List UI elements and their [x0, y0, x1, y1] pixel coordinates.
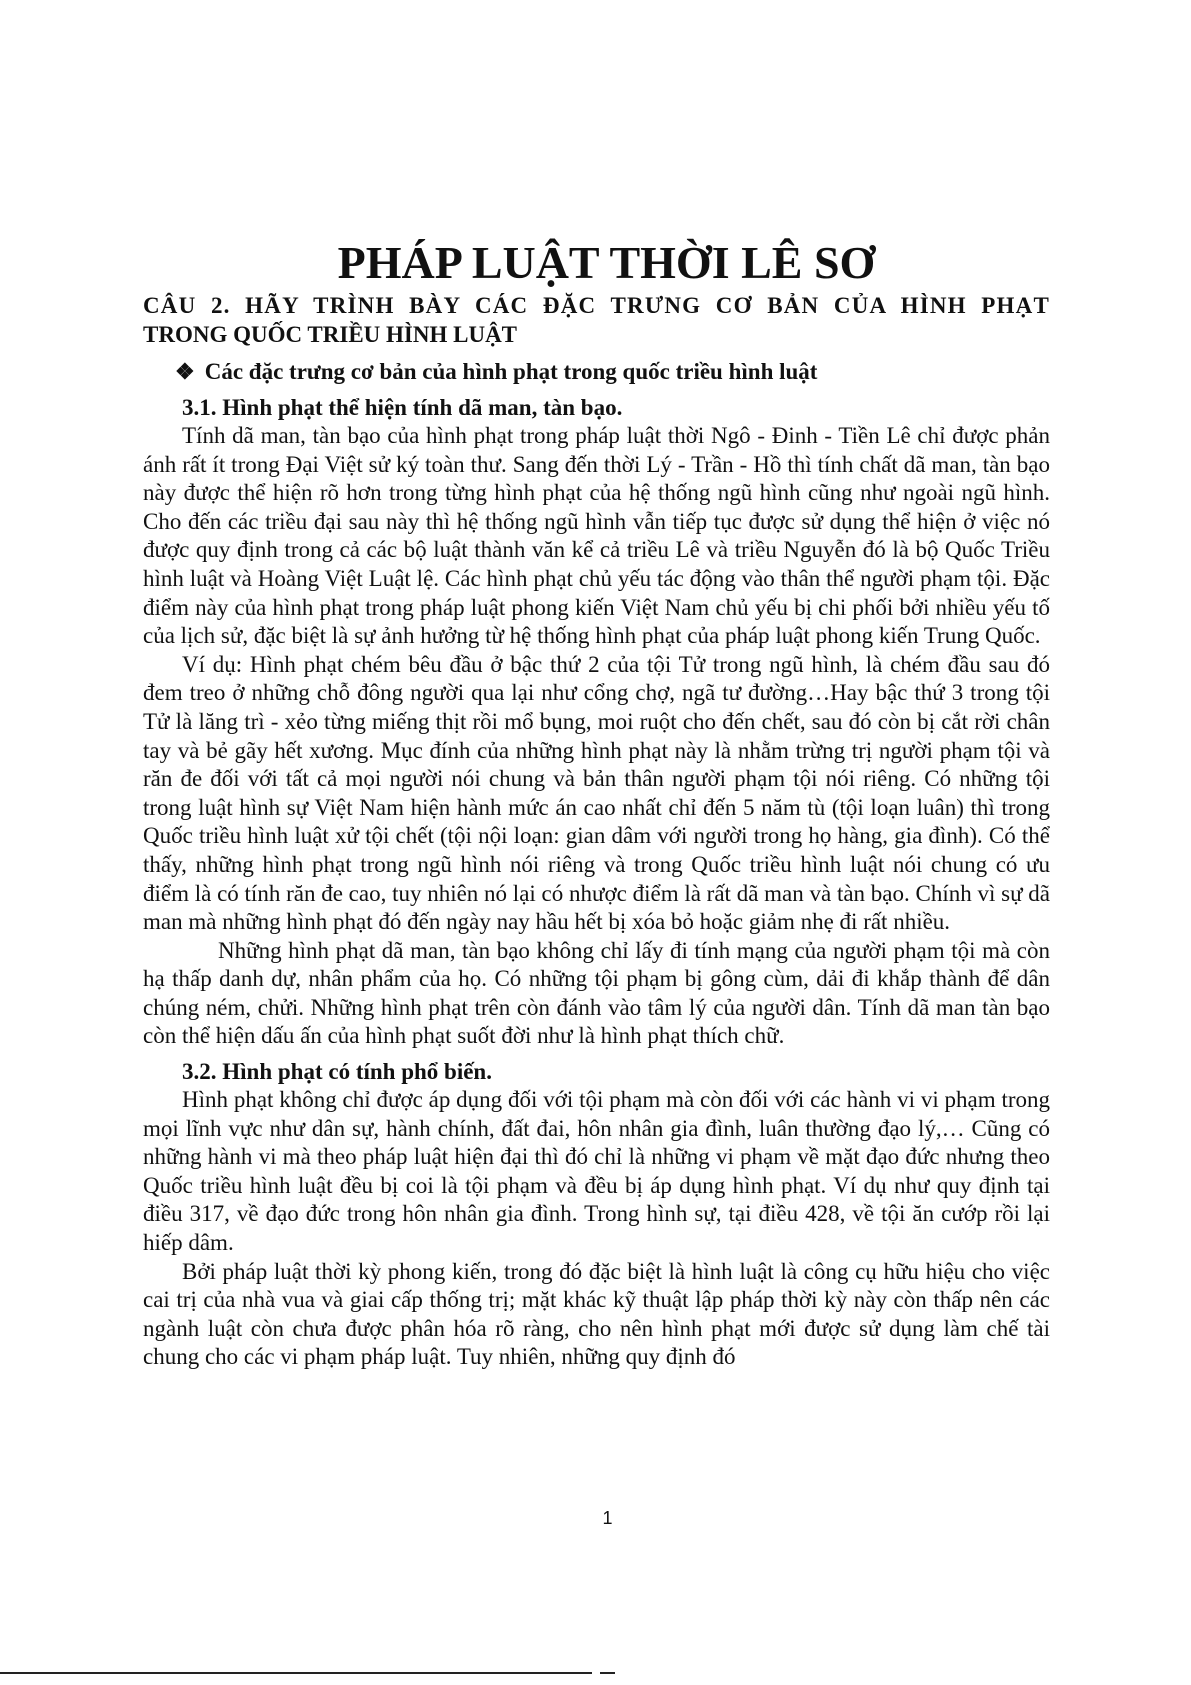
- paragraph: Ví dụ: Hình phạt chém bêu đầu ở bậc thứ 2 của tội Tử trong ngũ hình, là chém đầu sau đó đem treo ở những chỗ đông người qua lại như cổng chợ, ngã tư đường…Hay bậc thứ 3 trong tội Tử là lăng trì - xẻo từng miếng thịt rồi mổ bụng, moi ruột cho đến chết, sau đó còn bị cắt rời chân tay và bẻ gãy hết xương. Mục đính của những hình phạt này là nhằm trừng trị người phạm tội và răn đe đối với tất cả mọi người nói chung và bản thân người phạm tội nói riêng. Có những tội trong luật hình sự Việt Nam hiện hành mức án cao nhất chỉ đến 5 năm tù (tội loạn luân) thì trong Quốc triều hình luật xử tội chết (tội nội loạn: gian dâm với người trong họ hàng, gia đình). Có thể thấy, những hình phạt trong ngũ hình nói riêng và trong Quốc triều hình luật nói chung có ưu điểm là có tính răn đe cao, tuy nhiên nó lại có nhược điểm là rất dã man và tàn bạo. Chính vì sự dã man mà những hình phạt đó đến ngày nay hầu hết bị xóa bỏ hoặc giảm nhẹ đi rất nhiều.: [143, 651, 1051, 935]
- paragraph: Tính dã man, tàn bạo của hình phạt trong pháp luật thời Ngô - Đinh - Tiền Lê chỉ được phản ánh rất ít trong Đại Việt sử ký toàn thư. Sang đến thời Lý - Trần - Hồ thì tính chất dã man, tàn bạo này được thể hiện rõ hơn trong từng hình phạt của hệ thống ngũ hình cũng như ngoài ngũ hình. Cho đến các triều đại sau này thì hệ thống ngũ hình vẫn tiếp tục được sử dụng thể hiện ở việc nó được quy định trong cả các bộ luật thành văn kể cả triều Lê và triều Nguyễn đó là bộ Quốc Triều hình luật và Hoàng Việt Luật lệ. Các hình phạt chủ yếu tác động vào thân thể người phạm tội. Đặc điểm này của hình phạt trong pháp luật phong kiến Việt Nam chủ yếu bị chi phối bởi nhiều yếu tố của lịch sử, đặc biệt là sự ảnh hưởng từ hệ thống hình phạt của pháp luật phong kiến Trung Quốc.: [143, 423, 1050, 649]
- page-content: [143, 235, 1050, 1372]
- bullet-heading: [175, 357, 1050, 387]
- question-line-2: TRONG QUỐC TRIỀU HÌNH LUẬT: [143, 322, 518, 347]
- question-heading: [143, 291, 1050, 349]
- paragraph: Hình phạt không chỉ được áp dụng đối với tội phạm mà còn đối với các hành vi vi phạm trong mọi lĩnh vực như dân sự, hành chính, đất đai, hôn nhân gia đình, luân thường đạo lý,… Cũng có những hành vi mà theo pháp luật hiện đại thì đó chỉ là những vi phạm về mặt đạo đức nhưng theo Quốc triều hình luật đều bị coi là tội phạm và đều bị áp dụng hình phạt. Ví dụ như quy định tại điều 317, về đạo đức trong hôn nhân gia đình. Trong hình sự, tại điều 428, về tội ăn cướp rồi lại hiếp dâm.: [143, 1087, 1050, 1256]
- document-title: PHÁP LUẬT THỜI LÊ SƠ: [337, 237, 876, 288]
- paragraph: Bởi pháp luật thời kỳ phong kiến, trong đó đặc biệt là hình luật là công cụ hữu hiệu cho việc cai trị của nhà vua và giai cấp thống trị; mặt khác kỹ thuật lập pháp thời kỳ này còn thấp nên các ngành luật còn chưa được phân hóa rõ ràng, cho nên hình phạt mới được sử dụng làm chế tài chung cho các vi phạm pháp luật. Tuy nhiên, những quy định đó: [143, 1258, 1050, 1370]
- section-1-heading: 3.1. Hình phạt thể hiện tính dã man, tàn bạo.: [182, 395, 623, 420]
- bullet-heading-text: Các đặc trưng cơ bản của hình phạt trong quốc triều hình luật: [204, 359, 818, 384]
- question-line-1: CÂU 2. HÃY TRÌNH BÀY CÁC ĐẶC TRƯNG CƠ BẢN CỦA HÌNH PHẠT: [143, 293, 1050, 318]
- section-2-heading: 3.2. Hình phạt có tính phổ biến.: [182, 1059, 492, 1085]
- page-number: 1: [602, 1508, 613, 1528]
- diamond-bullet-icon: ❖: [175, 359, 195, 384]
- paragraph: Những hình phạt dã man, tàn bạo không chỉ lấy đi tính mạng của người phạm tội mà còn hạ thấp danh dự, nhân phẩm của họ. Có những tội phạm bị gông cùm, dải đi khắp thành để dân chúng ném, chửi. Những hình phạt trên còn đánh vào tâm lý của người dân. Tính dã man tàn bạo còn thể hiện dấu ấn của hình phạt suốt đời như là hình phạt thích chữ.: [143, 937, 1050, 1049]
- footer-divider: [0, 1672, 1191, 1674]
